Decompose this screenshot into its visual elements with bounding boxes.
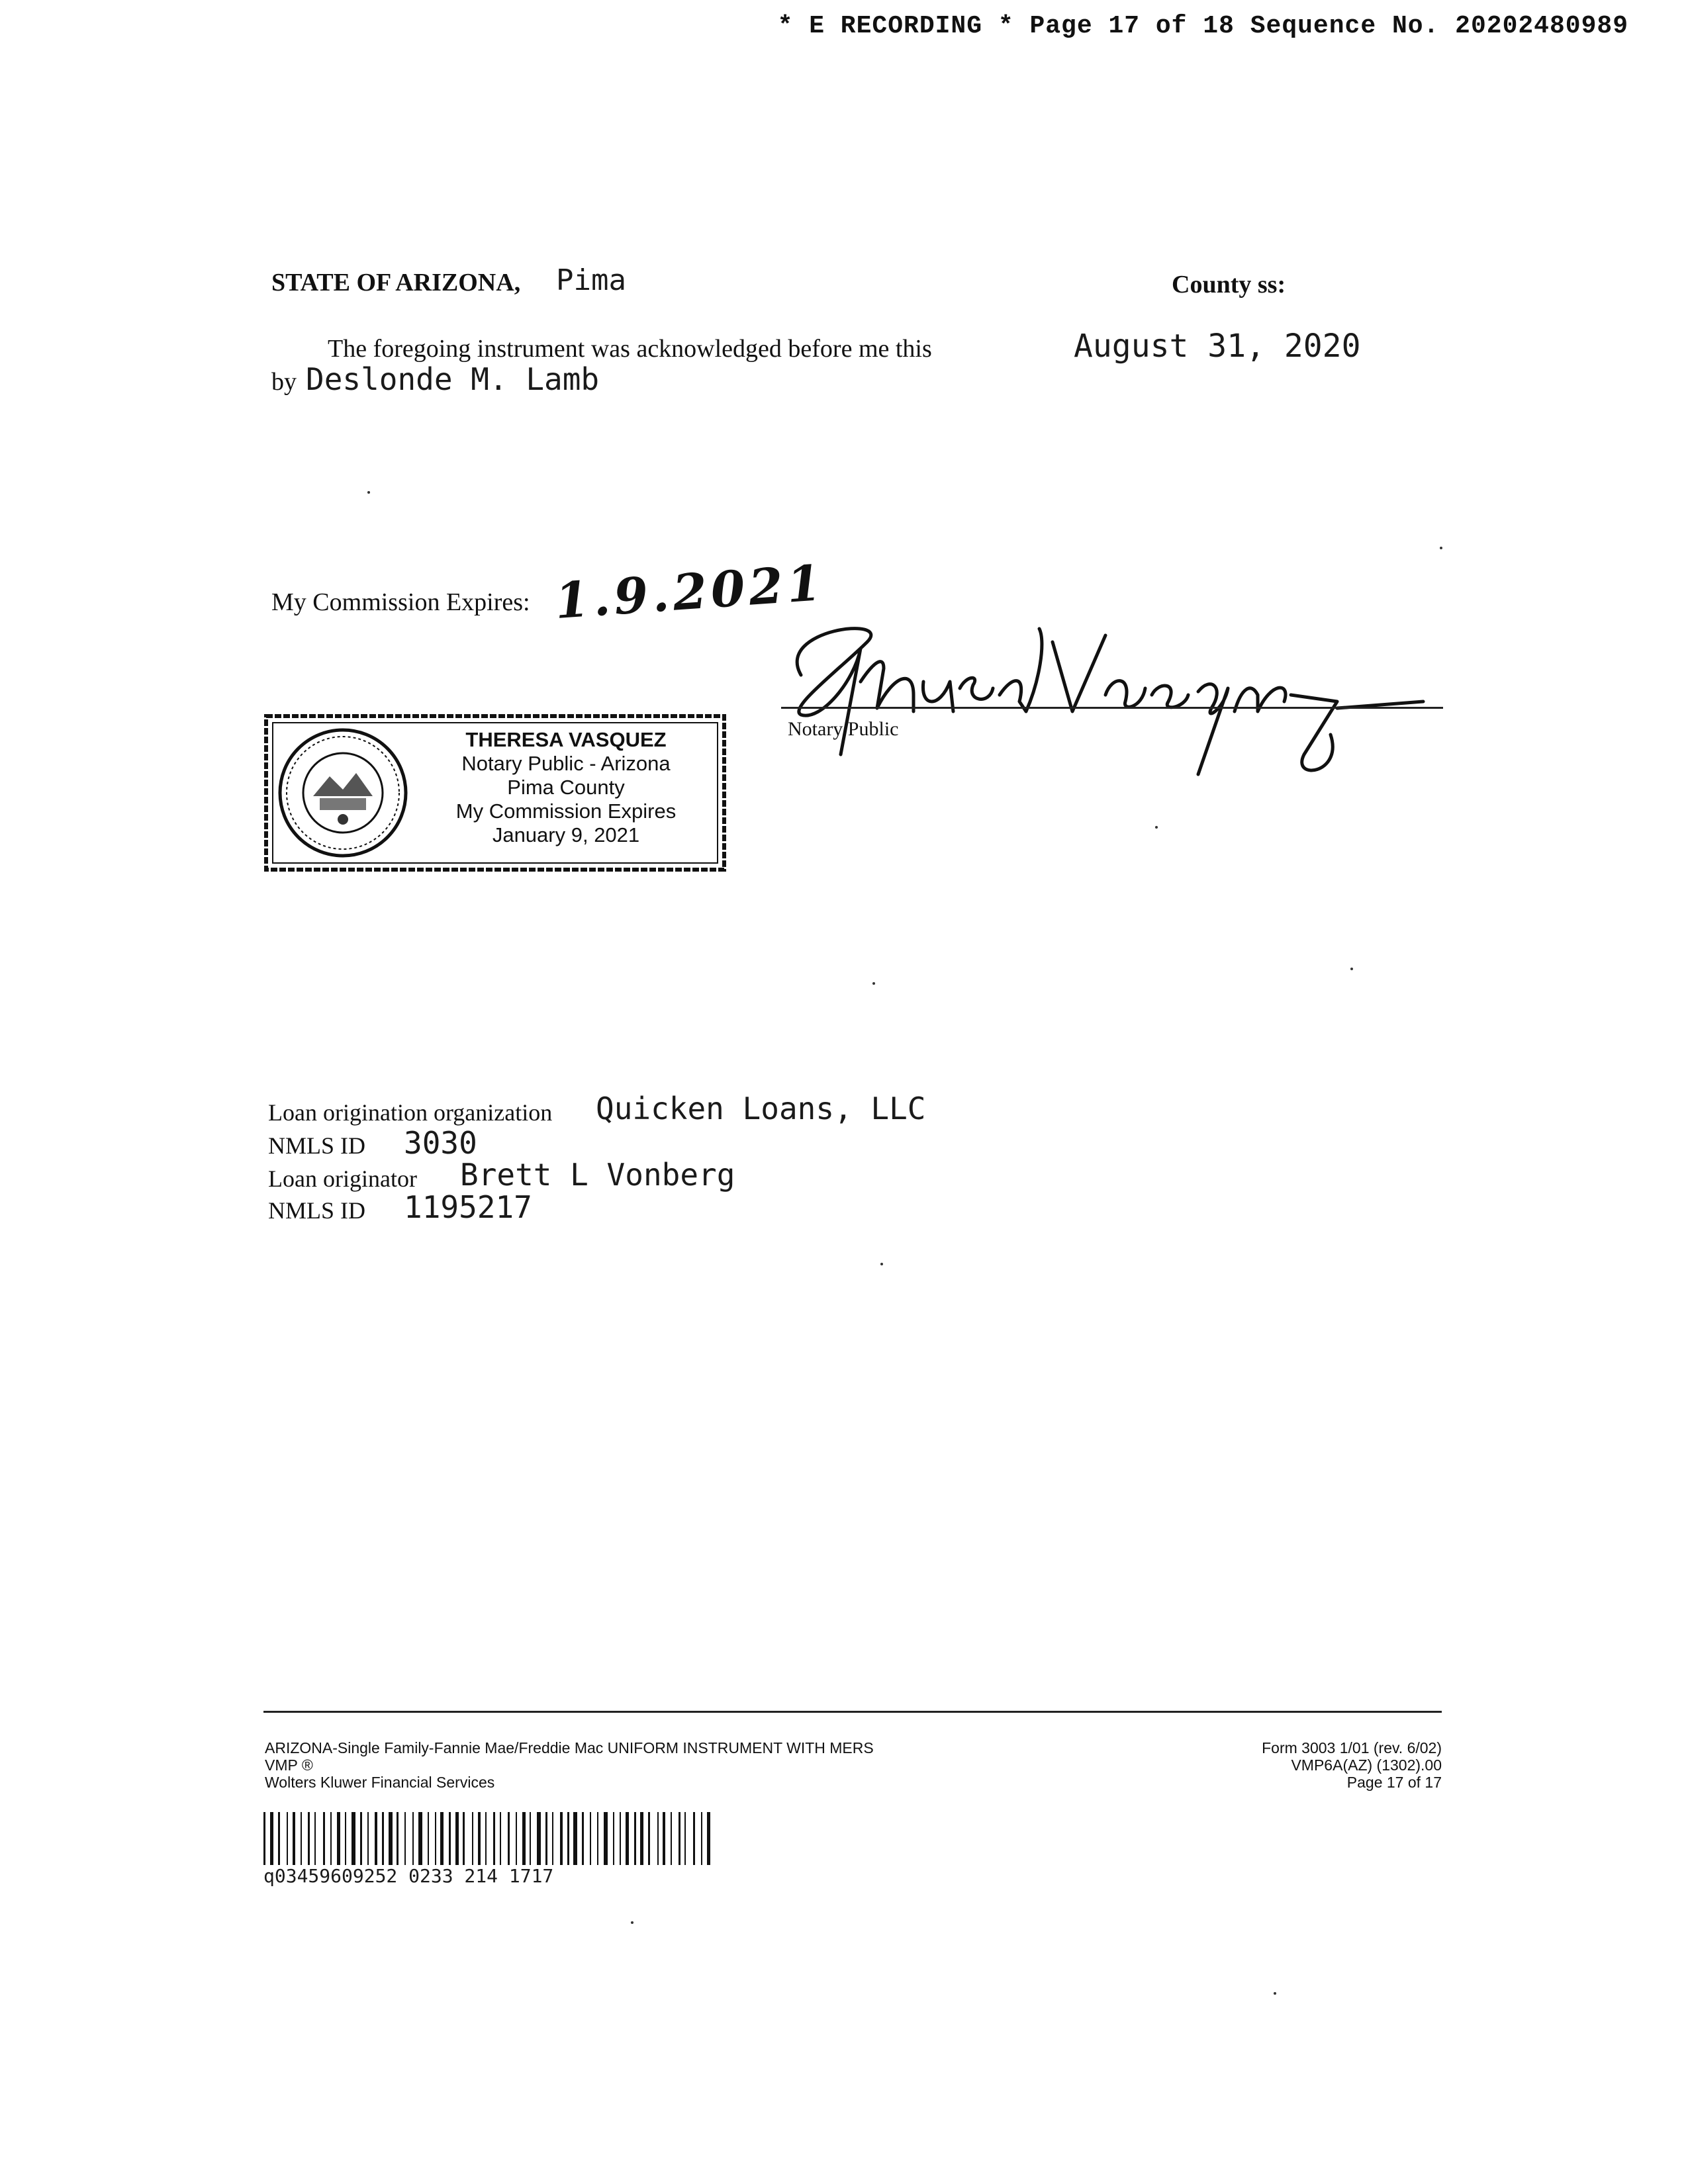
barcode-bar xyxy=(626,1812,629,1865)
loan-org-label: Loan origination organization xyxy=(268,1099,553,1126)
barcode-bar xyxy=(500,1812,501,1865)
barcode-bar xyxy=(270,1812,273,1865)
barcode-bar xyxy=(552,1812,553,1865)
barcode-bar xyxy=(337,1812,340,1865)
barcode-bar xyxy=(404,1812,406,1865)
originator-nmls-label: NMLS ID xyxy=(268,1197,366,1224)
scan-speck xyxy=(880,1263,883,1265)
barcode-bar xyxy=(663,1812,665,1865)
barcode-bar xyxy=(367,1812,369,1865)
barcode-bar xyxy=(567,1812,569,1865)
commission-expires-handwritten: 1.9.2021 xyxy=(553,554,827,631)
state-label: STATE OF ARIZONA, xyxy=(271,269,521,296)
loan-org-value: Quicken Loans, LLC xyxy=(596,1091,926,1126)
scan-speck xyxy=(367,491,370,494)
barcode-bar xyxy=(287,1812,288,1865)
acknowledgment-statement: The foregoing instrument was acknowledged before me this xyxy=(328,335,932,363)
barcode-bar xyxy=(389,1812,393,1865)
footer-form-info xyxy=(265,1739,874,1791)
loan-originator-value: Brett L Vonberg xyxy=(460,1157,735,1193)
barcode-bar xyxy=(308,1812,310,1865)
county-label: County ss: xyxy=(1172,271,1286,298)
notary-public-label: Notary Public xyxy=(788,718,899,740)
barcode-bar xyxy=(537,1812,541,1865)
barcode-bar xyxy=(657,1812,659,1865)
signature-line xyxy=(781,707,1443,709)
barcode-bar xyxy=(522,1812,526,1865)
footer-vmp: VMP ® xyxy=(265,1756,313,1774)
barcode-bar xyxy=(345,1812,346,1865)
arizona-seal-icon xyxy=(280,730,406,856)
barcode-bar xyxy=(634,1812,636,1865)
stamp-title: Notary Public - Arizona xyxy=(461,752,671,775)
barcode-bar xyxy=(485,1812,487,1865)
barcode-bar xyxy=(435,1812,436,1865)
barcode-bar xyxy=(582,1812,584,1865)
barcode-bar xyxy=(323,1812,325,1865)
barcode-bar xyxy=(573,1812,577,1865)
barcode-bar xyxy=(455,1812,459,1865)
notary-signature xyxy=(761,602,1456,788)
barcode-bar xyxy=(472,1812,473,1865)
barcode-bar xyxy=(301,1812,302,1865)
barcode-bar xyxy=(684,1812,686,1865)
scan-speck xyxy=(1440,547,1442,549)
barcode-bar xyxy=(352,1812,355,1865)
barcode-bar xyxy=(560,1812,563,1865)
barcode-bar xyxy=(360,1812,362,1865)
barcode-bar xyxy=(397,1812,399,1865)
barcode-bar xyxy=(640,1812,643,1865)
recording-header: * E RECORDING * Page 17 of 18 Sequence No. 20202480989 xyxy=(777,12,1628,40)
barcode-bar xyxy=(278,1812,280,1865)
commission-expires-label: My Commission Expires: xyxy=(271,588,530,616)
footer-form-number xyxy=(1262,1739,1442,1791)
barcode-bar xyxy=(375,1812,377,1865)
by-label: by xyxy=(271,368,297,396)
barcode-text: q03459609252 0233 214 1717 xyxy=(263,1865,554,1887)
barcode-bar xyxy=(263,1812,265,1865)
barcode-bar xyxy=(530,1812,531,1865)
barcode-bar xyxy=(428,1812,429,1865)
barcode-icon xyxy=(263,1812,720,1865)
barcode-bar xyxy=(478,1812,481,1865)
footer-publisher: Wolters Kluwer Financial Services xyxy=(265,1774,495,1791)
stamp-notary-name: THERESA VASQUEZ xyxy=(465,728,667,751)
scan-speck xyxy=(1350,968,1353,970)
barcode-bar xyxy=(671,1812,672,1865)
scan-speck xyxy=(872,982,875,985)
barcode-bar xyxy=(508,1812,510,1865)
footer-instrument-title: ARIZONA-Single Family-Fannie Mae/Freddie Mac UNIFORM INSTRUMENT WITH MERS xyxy=(265,1739,874,1756)
barcode-bar xyxy=(463,1812,465,1865)
barcode-bar xyxy=(590,1812,591,1865)
barcode-bar xyxy=(293,1812,295,1865)
signer-name: Deslonde M. Lamb xyxy=(306,361,600,397)
scan-speck xyxy=(1155,826,1158,829)
loan-originator-label: Loan originator xyxy=(268,1165,417,1192)
county-name: Pima xyxy=(556,263,626,297)
org-nmls-value: 3030 xyxy=(404,1125,477,1161)
barcode-bar xyxy=(679,1812,680,1865)
barcode-bar xyxy=(701,1812,702,1865)
stamp-expires-label: My Commission Expires xyxy=(455,799,677,823)
stamp-text-block xyxy=(417,728,715,847)
stamp-county: Pima County xyxy=(507,776,625,799)
barcode-bar xyxy=(440,1812,444,1865)
footer-vmp-code: VMP6A(AZ) (1302).00 xyxy=(1291,1756,1442,1774)
acknowledgment-date: August 31, 2020 xyxy=(1074,328,1361,365)
barcode-bar xyxy=(545,1812,547,1865)
barcode-bar xyxy=(418,1812,422,1865)
barcode-bar xyxy=(604,1812,608,1865)
barcode-bar xyxy=(330,1812,332,1865)
stamp-expires-date: January 9, 2021 xyxy=(492,823,640,846)
barcode-bar xyxy=(382,1812,384,1865)
scan-speck xyxy=(1274,1992,1276,1995)
barcode-bar xyxy=(412,1812,414,1865)
barcode-bar xyxy=(597,1812,598,1865)
footer-form-id: Form 3003 1/01 (rev. 6/02) xyxy=(1262,1739,1442,1756)
footer-rule xyxy=(263,1711,1442,1713)
originator-nmls-value: 1195217 xyxy=(404,1189,532,1225)
barcode-bar xyxy=(449,1812,451,1865)
barcode-bar xyxy=(516,1812,517,1865)
barcode-bar xyxy=(620,1812,621,1865)
barcode-bar xyxy=(314,1812,316,1865)
barcode-bar xyxy=(648,1812,650,1865)
barcode-bar xyxy=(493,1812,495,1865)
barcode-bar xyxy=(613,1812,614,1865)
scan-speck xyxy=(631,1921,633,1924)
footer-page-number: Page 17 of 17 xyxy=(1346,1774,1442,1791)
barcode-bar xyxy=(707,1812,710,1865)
org-nmls-label: NMLS ID xyxy=(268,1132,366,1159)
barcode-bar xyxy=(693,1812,695,1865)
